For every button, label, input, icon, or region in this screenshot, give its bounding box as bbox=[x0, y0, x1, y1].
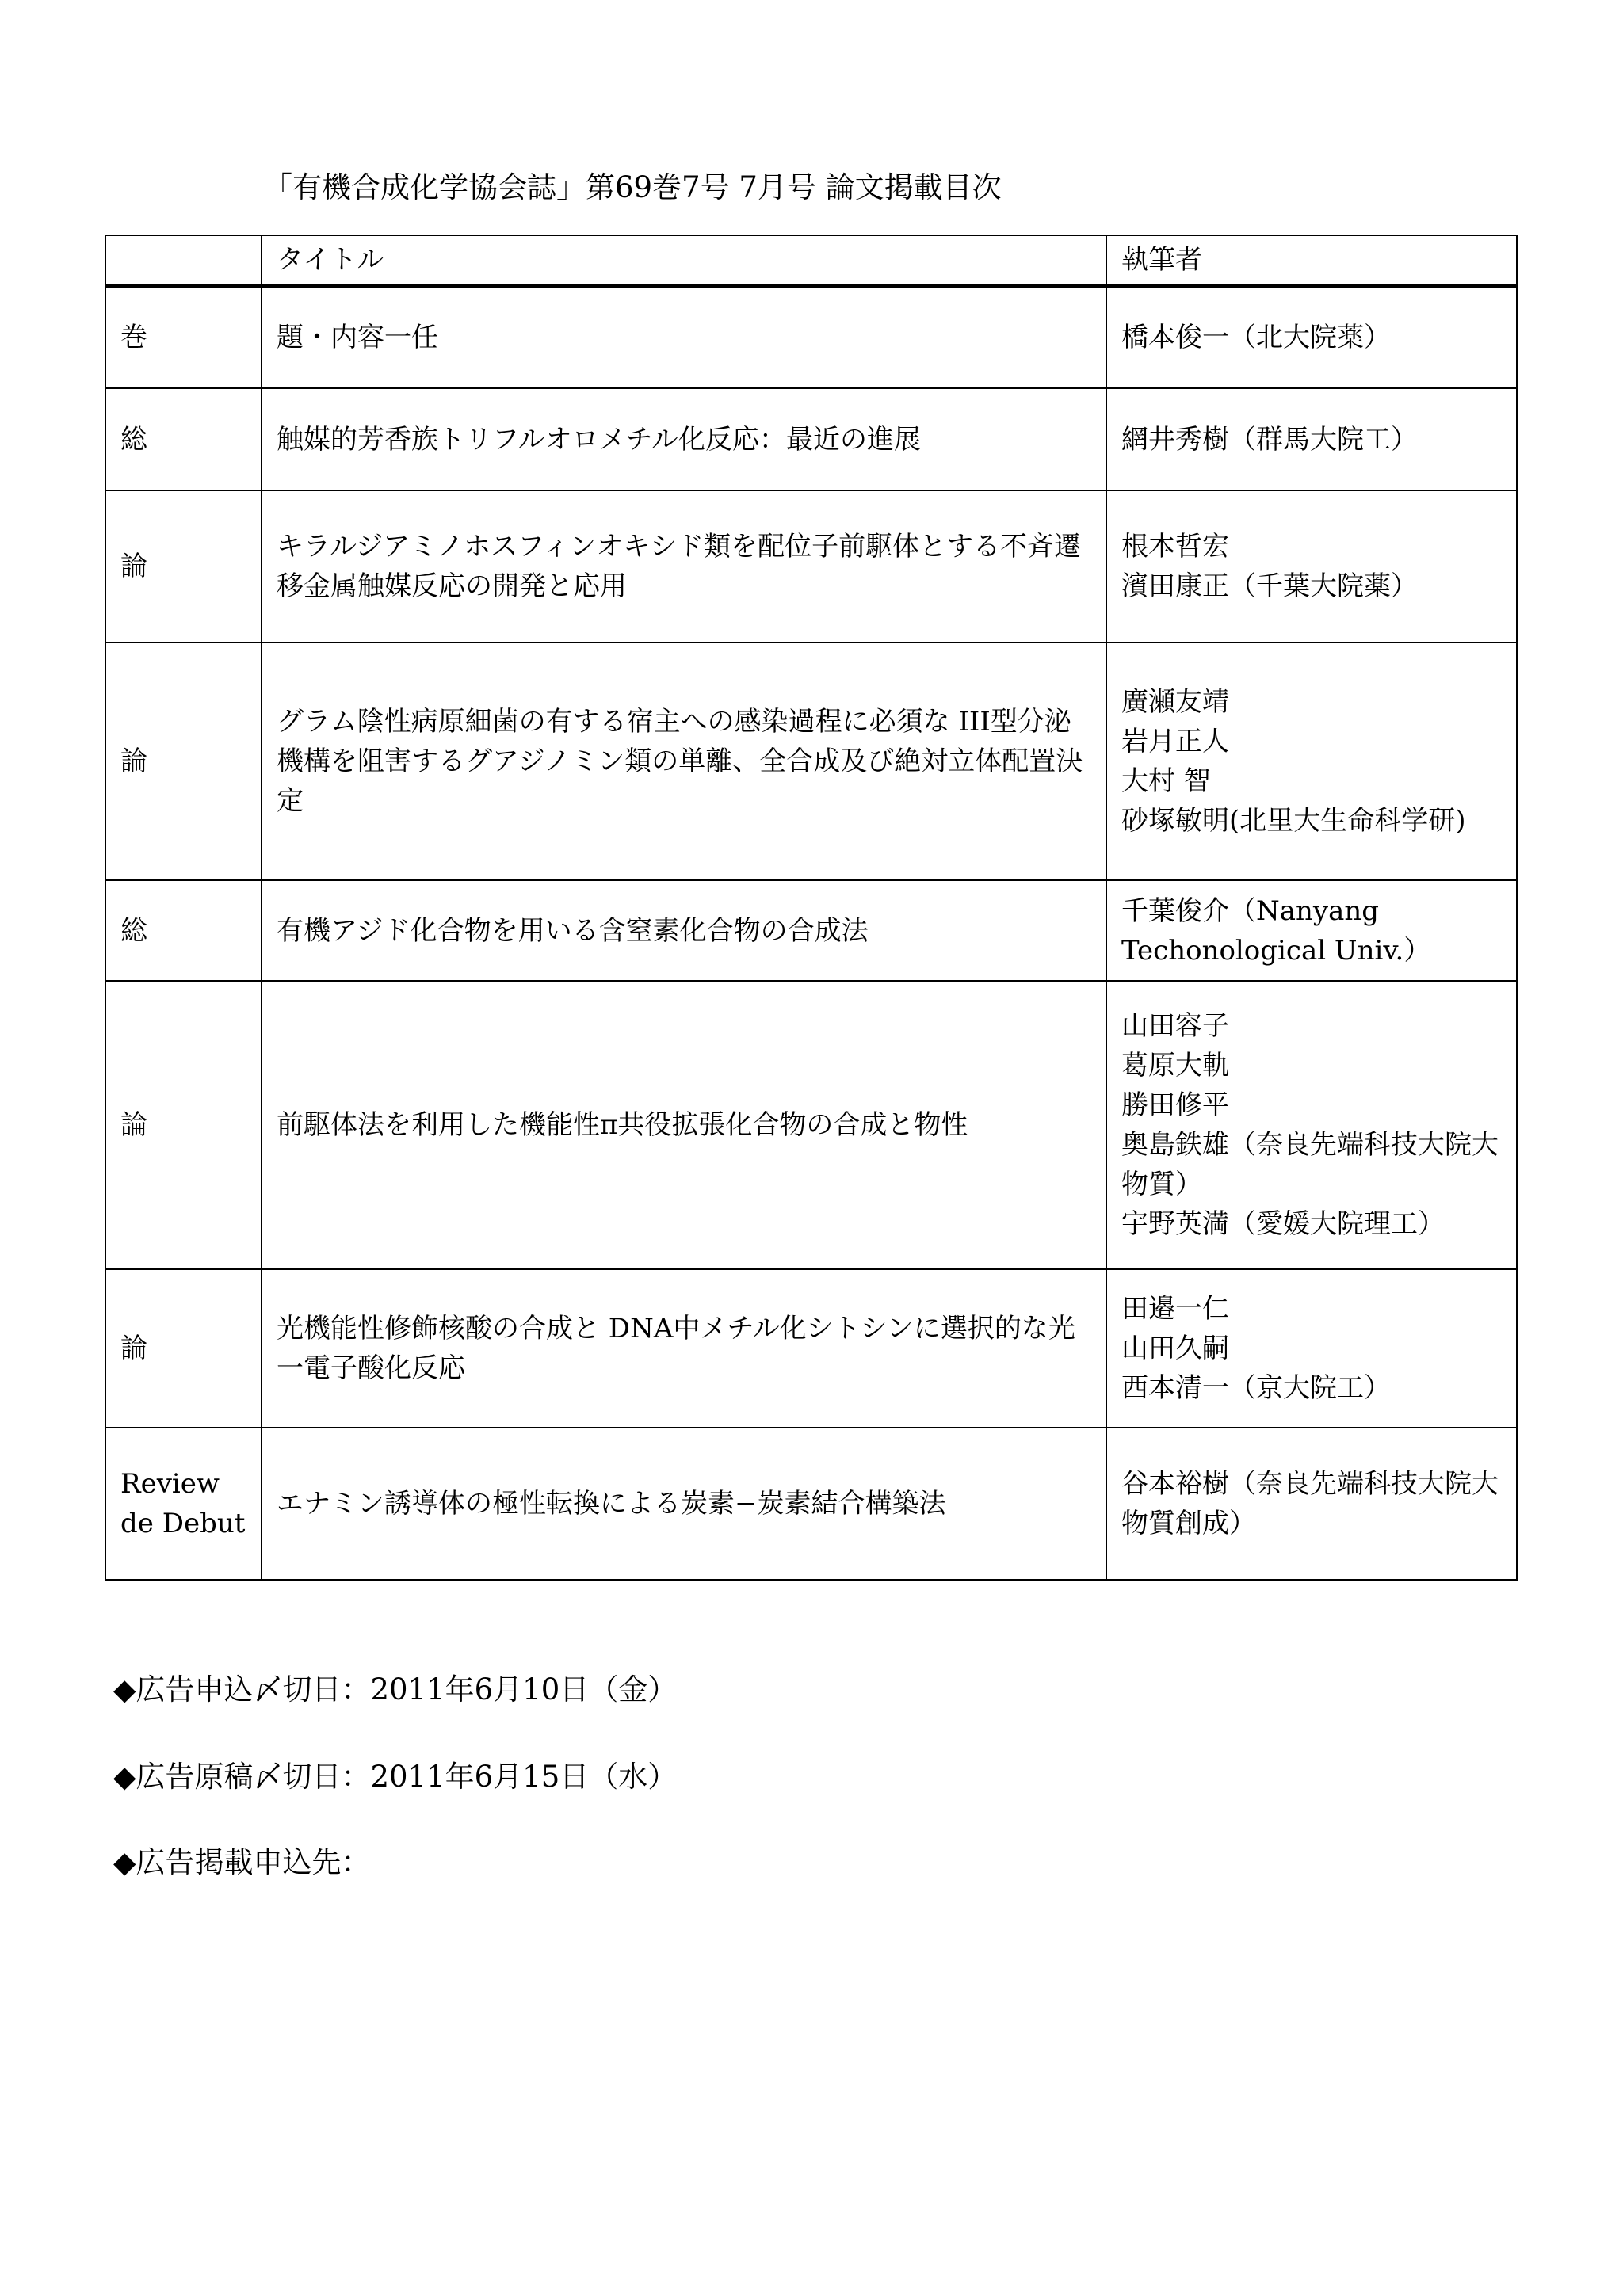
author: 砂塚敏明(北里大生命科学研) bbox=[1121, 805, 1466, 837]
table-row bbox=[105, 1428, 1517, 1580]
manuscript-deadline: ◆広告原稿〆切日：2011年6月15日（水） bbox=[113, 1760, 678, 1794]
table-row bbox=[105, 981, 1517, 1269]
article-type: 論 bbox=[105, 1269, 262, 1428]
article-title: 光機能性修飾核酸の合成と DNA中メチル化シトシンに選択的な光一電子酸化反応 bbox=[262, 1269, 1106, 1428]
author: 山田容子 bbox=[1121, 1010, 1229, 1042]
table-row bbox=[105, 1269, 1517, 1428]
header-authors: 執筆者 bbox=[1106, 235, 1517, 286]
article-type: 総 bbox=[105, 880, 262, 981]
contents-table bbox=[105, 235, 1518, 1581]
article-authors bbox=[1106, 880, 1517, 981]
author: 網井秀樹（群馬大院工） bbox=[1121, 423, 1418, 456]
article-type: Review de Debut bbox=[105, 1428, 262, 1580]
ad-contact: ◆広告掲載申込先： bbox=[113, 1845, 371, 1879]
article-title: 前駆体法を利用した機能性π共役拡張化合物の合成と物性 bbox=[262, 981, 1106, 1269]
table-row bbox=[105, 286, 1517, 388]
table-row bbox=[105, 388, 1517, 490]
author: 西本清一（京大院工） bbox=[1121, 1372, 1391, 1404]
author: 橋本俊一（北大院薬） bbox=[1121, 322, 1391, 354]
author: 廣瀬友靖 bbox=[1121, 686, 1229, 718]
table-row bbox=[105, 643, 1517, 880]
article-title: グラム陰性病原細菌の有する宿主への感染過程に必須な III型分泌機構を阻害するグアジノミン類の単離、全合成及び絶対立体配置決定 bbox=[262, 643, 1106, 880]
table-row bbox=[105, 880, 1517, 981]
article-type: 巻 bbox=[105, 286, 262, 388]
table-header-row bbox=[105, 235, 1517, 286]
article-title: 有機アジド化合物を用いる含窒素化合物の合成法 bbox=[262, 880, 1106, 981]
author: 根本哲宏 bbox=[1121, 531, 1229, 563]
application-deadline: ◆広告申込〆切日：2011年6月10日（金） bbox=[113, 1672, 678, 1707]
article-title: 題・内容一任 bbox=[262, 286, 1106, 388]
author: 山田久嗣 bbox=[1121, 1333, 1229, 1364]
article-title: 触媒的芳香族トリフルオロメチル化反応：最近の進展 bbox=[262, 388, 1106, 490]
article-title: エナミン誘導体の極性転換による炭素−炭素結合構築法 bbox=[262, 1428, 1106, 1580]
article-title: キラルジアミノホスフィンオキシド類を配位子前駆体とする不斉遷移金属触媒反応の開発と応用 bbox=[262, 490, 1106, 643]
author: 勝田修平 bbox=[1121, 1089, 1229, 1121]
article-authors bbox=[1106, 1428, 1517, 1580]
author: 大村 智 bbox=[1121, 765, 1211, 797]
article-authors bbox=[1106, 643, 1517, 880]
article-type: 論 bbox=[105, 981, 262, 1269]
article-authors bbox=[1106, 286, 1517, 388]
page-title: 「有機合成化学協会誌」第69巻7号 7月号 論文掲載目次 bbox=[263, 170, 1002, 204]
article-authors bbox=[1106, 388, 1517, 490]
table-row bbox=[105, 490, 1517, 643]
article-authors bbox=[1106, 490, 1517, 643]
author: 岩月正人 bbox=[1121, 726, 1229, 757]
article-type: 論 bbox=[105, 643, 262, 880]
author: 千葉俊介（Nanyang Techonological Univ.） bbox=[1121, 894, 1431, 967]
article-type: 論 bbox=[105, 490, 262, 643]
author: 田邉一仁 bbox=[1121, 1293, 1229, 1325]
header-type bbox=[105, 235, 262, 286]
author: 葛原大軌 bbox=[1121, 1050, 1229, 1081]
author: 濱田康正（千葉大院薬） bbox=[1121, 570, 1418, 602]
article-authors bbox=[1106, 981, 1517, 1269]
header-title: タイトル bbox=[262, 235, 1106, 286]
author: 奥島鉄雄（奈良先端科技大院大物質） bbox=[1121, 1129, 1499, 1200]
article-authors bbox=[1106, 1269, 1517, 1428]
author: 宇野英満（愛媛大院理工） bbox=[1121, 1208, 1445, 1240]
author: 谷本裕樹（奈良先端科技大院大物質創成） bbox=[1121, 1468, 1499, 1539]
article-type: 総 bbox=[105, 388, 262, 490]
